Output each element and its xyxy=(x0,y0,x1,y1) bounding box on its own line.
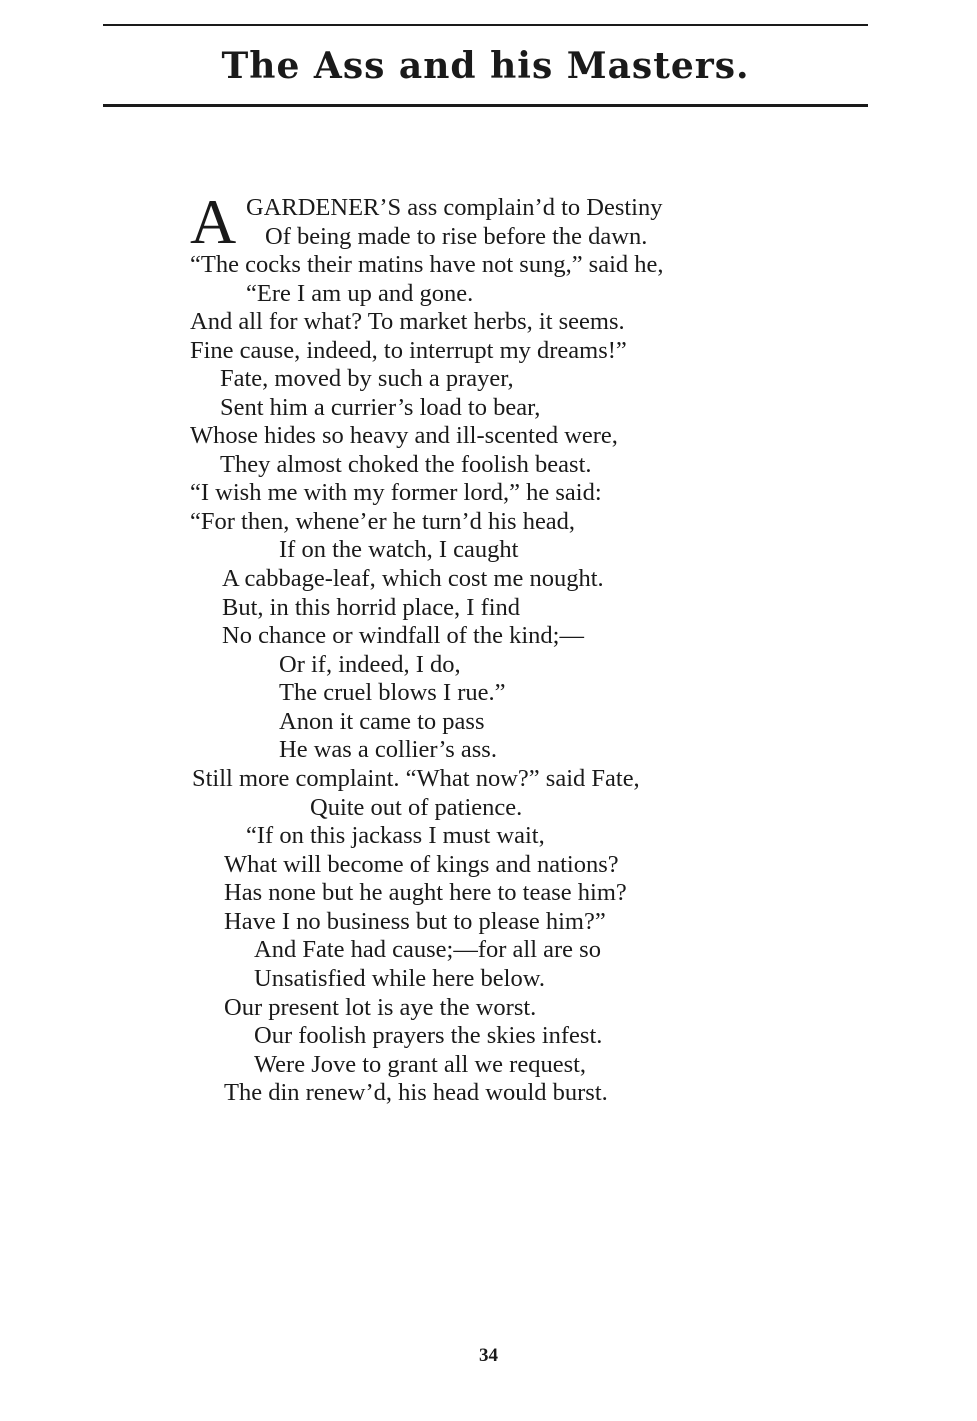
poem-line: Quite out of patience. xyxy=(310,794,523,821)
poem-line: And all for what? To market herbs, it seems. xyxy=(190,308,625,335)
poem-line: Still more complaint. “What now?” said Fate, xyxy=(192,765,640,792)
poem-line: “I wish me with my former lord,” he said: xyxy=(190,479,602,506)
poem-line: Our foolish prayers the skies infest. xyxy=(254,1022,603,1049)
poem-line: Were Jove to grant all we request, xyxy=(254,1051,587,1078)
poem-line: The din renew’d, his head would burst. xyxy=(224,1079,608,1106)
poem-line: They almost choked the foolish beast. xyxy=(220,451,592,478)
poem-line: Or if, indeed, I do, xyxy=(279,651,461,678)
poem-line: Of being made to rise before the dawn. xyxy=(265,223,648,250)
poem-line: Fine cause, indeed, to interrupt my dreams!” xyxy=(190,337,627,364)
poem-line: Fate, moved by such a prayer, xyxy=(220,365,514,392)
poem-line: Our present lot is aye the worst. xyxy=(224,994,537,1021)
poem-line: “The cocks their matins have not sung,” said he, xyxy=(190,251,664,278)
poem-line: GARDENER’S ass complain’d to Destiny xyxy=(246,194,663,221)
poem-line: Sent him a currier’s load to bear, xyxy=(220,394,541,421)
poem-line: “For then, whene’er he turn’d his head, xyxy=(190,508,576,535)
header-bottom-rule xyxy=(103,104,868,107)
poem-line: What will become of kings and nations? xyxy=(224,851,619,878)
poem-line: “Ere I am up and gone. xyxy=(246,280,474,307)
poem-line: A cabbage-leaf, which cost me nought. xyxy=(222,565,604,592)
poem-line: He was a collier’s ass. xyxy=(279,736,497,763)
poem-line: If on the watch, I caught xyxy=(279,536,519,563)
poem-line: Have I no business but to please him?” xyxy=(224,908,606,935)
poem-line: “If on this jackass I must wait, xyxy=(246,822,545,849)
poem-line: But, in this horrid place, I find xyxy=(222,594,521,621)
poem-line: No chance or windfall of the kind;— xyxy=(222,622,584,649)
page-title: The Ass and his Masters. xyxy=(221,45,750,87)
poem-line: Has none but he aught here to tease him? xyxy=(224,879,627,906)
page-number: 34 xyxy=(479,1345,498,1366)
poem-line: Unsatisfied while here below. xyxy=(254,965,545,992)
header-top-rule xyxy=(103,24,868,26)
poem-line: The cruel blows I rue.” xyxy=(279,679,506,706)
poem-line: And Fate had cause;—for all are so xyxy=(254,936,601,963)
drop-cap: A xyxy=(190,186,237,257)
poem-line: Anon it came to pass xyxy=(279,708,485,735)
poem-line: Whose hides so heavy and ill-scented were, xyxy=(190,422,618,449)
